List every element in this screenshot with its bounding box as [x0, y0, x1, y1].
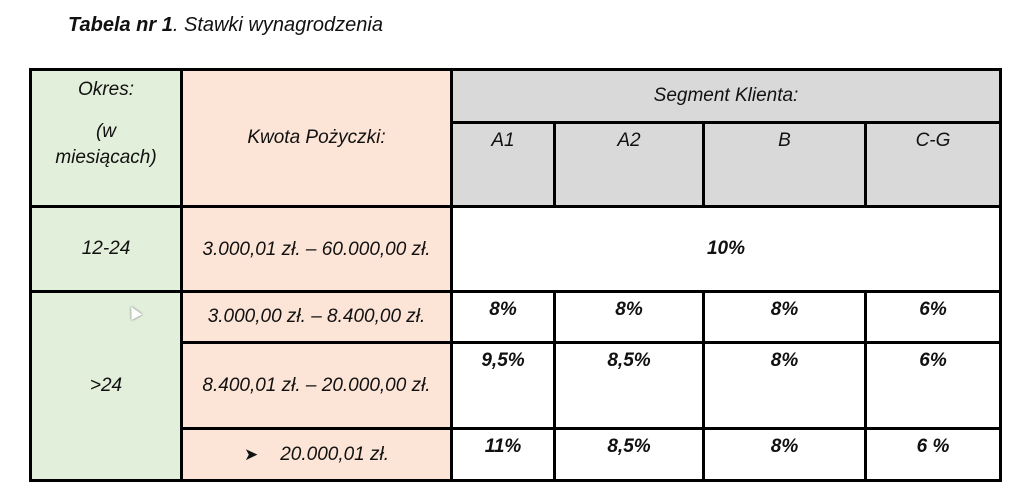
- row2-rate-b: 8%: [704, 292, 866, 343]
- row3-kwota: 8.400,01 zł. – 20.000,00 zł.: [182, 343, 452, 429]
- header-okres-line2: (w: [95, 121, 117, 142]
- header-okres-line1: Okres:: [78, 79, 134, 100]
- header-kwota: Kwota Pożyczki:: [182, 70, 452, 207]
- row4-kwota-text: 20.000,01 zł.: [280, 443, 390, 465]
- row3-rate-a1: 9,5%: [452, 343, 555, 429]
- header-segment-b: B: [704, 123, 866, 207]
- row3-rate-cg: 6%: [866, 343, 1001, 429]
- row4-rate-a1: 11%: [452, 429, 555, 481]
- header-okres: [31, 70, 182, 207]
- header-segment: Segment Klienta:: [452, 70, 1001, 123]
- header-segment-cg: C-G: [866, 123, 1001, 207]
- caption-title: . Stawki wynagrodzenia: [172, 14, 383, 36]
- caption-number: Tabela nr 1: [68, 14, 173, 36]
- table-caption: [68, 14, 383, 37]
- row2-kwota: 3.000,00 zł. – 8.400,00 zł.: [182, 292, 452, 343]
- row1-kwota: 3.000,01 zł. – 60.000,00 zł.: [182, 207, 452, 292]
- header-segment-a2: A2: [555, 123, 704, 207]
- header-segment-a1: A1: [452, 123, 555, 207]
- row3-rate-a2: 8,5%: [555, 343, 704, 429]
- row4-rate-a2: 8,5%: [555, 429, 704, 481]
- row4-kwota: [182, 429, 452, 481]
- row2-rate-a1: 8%: [452, 292, 555, 343]
- header-okres-line3: miesiącach): [55, 147, 157, 168]
- row1-okres: 12-24: [31, 207, 182, 292]
- rates-table: [29, 68, 1002, 482]
- row2-rate-a2: 8%: [555, 292, 704, 343]
- row2-rate-cg: 6%: [866, 292, 1001, 343]
- row1-merged-rate: 10%: [452, 207, 1001, 292]
- arrowhead-bullet-icon: ➤: [243, 444, 259, 464]
- row4-rate-cg: 6 %: [866, 429, 1001, 481]
- row2-okres: >24: [31, 292, 182, 481]
- row4-rate-b: 8%: [704, 429, 866, 481]
- row3-rate-b: 8%: [704, 343, 866, 429]
